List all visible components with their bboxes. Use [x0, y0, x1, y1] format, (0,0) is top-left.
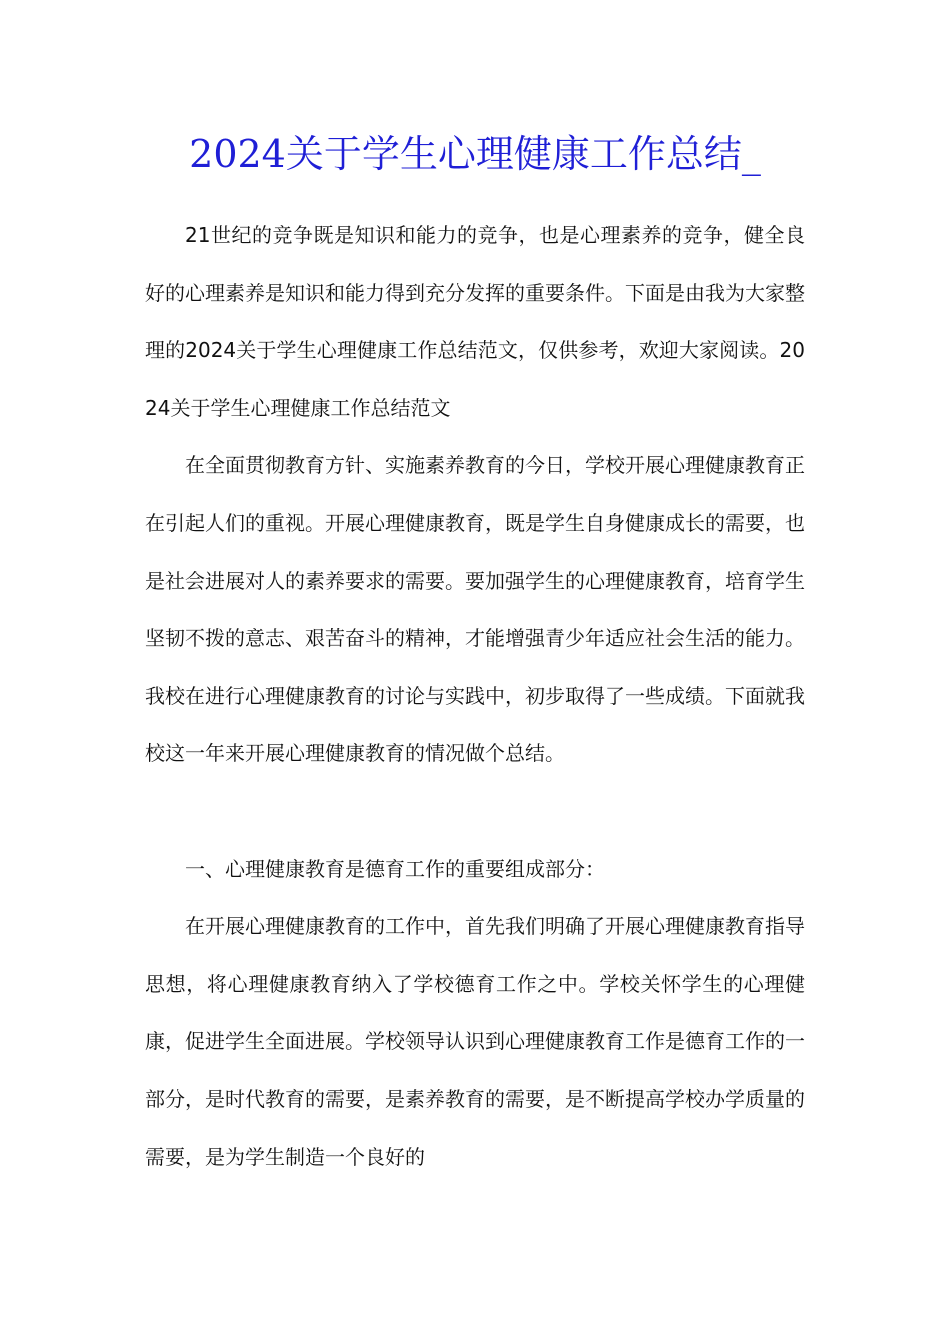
paragraph-overview: 在全面贯彻教育方针、实施素养教育的今日，学校开展心理健康教育正在引起人们的重视。开展心理健康教育，既是学生自身健康成长的需要，也是社会进展对人的素养要求的需要。要加强学生的心理健康教育，培育学生坚韧不拨的意志、艰苦奋斗的精神，才能增强青少年适应社会生活的能力。我校在进行心理健康教育的讨论与实践中，初步取得了一些成绩。下面就我校这一年来开展心理健康教育的情况做个总结。 [145, 453, 805, 766]
blank-line [145, 783, 805, 841]
paragraph-intro: 21世纪的竞争既是知识和能力的竞争，也是心理素养的竞争，健全良好的心理素养是知识和能力得到充分发挥的重要条件。下面是由我为大家整理的2024关于学生心理健康工作总结范文，仅供参考，欢迎大家阅读。2024关于学生心理健康工作总结范文 [145, 223, 805, 420]
document-title: 2024关于学生心理健康工作总结_ [189, 132, 761, 176]
section-heading-1: 一、心理健康教育是德育工作的重要组成部分： [185, 856, 605, 881]
paragraph-section-1: 在开展心理健康教育的工作中，首先我们明确了开展心理健康教育指导思想，将心理健康教育纳入了学校德育工作之中。学校关怀学生的心理健康，促进学生全面进展。学校领导认识到心理健康教育工作是德育工作的一部分，是时代教育的需要，是素养教育的需要，是不断提高学校办学质量的需要，是为学生制造一个良好的 [145, 914, 805, 1169]
document-body [145, 207, 805, 1186]
